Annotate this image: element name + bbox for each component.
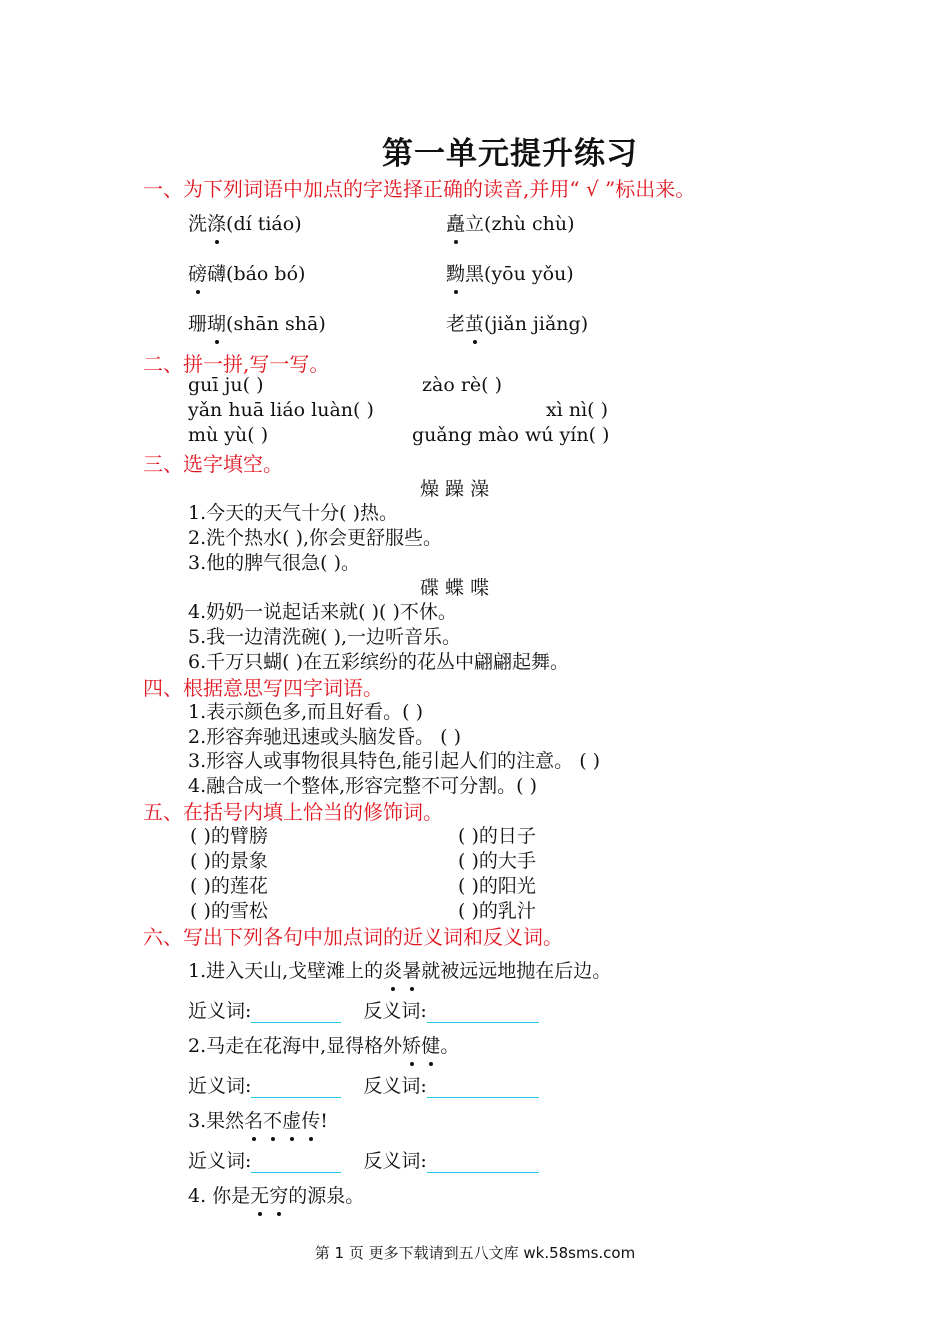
dotted-word [244,1110,320,1132]
pinyin-item: zào rè( ) [422,374,503,396]
dotted-char: 穷 [269,1181,288,1208]
synonym-antonym-row: 近义词: 反义词: [188,1071,539,1098]
page-footer: 第 1 页 更多下载请到五八文库 wk.58sms.com [314,1244,636,1262]
synonym-antonym-row: 近义词: 反义词: [188,1146,539,1173]
idiom-item: 2.形容奔驰迅速或头脑发昏。 ( ) [188,726,462,748]
modifier-item: ( )的乳汁 [458,900,536,922]
idiom-item: 1.表示颜色多,而且好看。( ) [188,701,424,723]
section-5-heading: 五、在括号内填上恰当的修饰词。 [143,800,443,824]
pinyin-item: mù yù( ) [188,424,269,446]
antonym-blank[interactable] [427,1152,539,1173]
dotted-char: 涤 [207,209,226,236]
q1-item: 老茧(jiǎn jiǎng) [446,309,588,336]
dotted-char: 暑 [402,956,421,983]
dotted-char: 不 [263,1106,282,1133]
dotted-char: 茧 [465,309,484,336]
sentence-1: 1.进入天山,戈壁滩上的炎暑就被远远地抛在后边。 [188,956,611,983]
section-3-heading: 三、选字填空。 [143,452,283,476]
section-6-heading: 六、写出下列各句中加点词的近义词和反义词。 [143,925,563,949]
fill-item: 1.今天的天气十分( )热。 [188,502,398,524]
pinyin-item: xì nì( ) [546,399,609,421]
pinyin-item: guī ju( ) [188,374,264,396]
synonym-antonym-row: 近义词: 反义词: [188,996,539,1023]
char-options: 燥 躁 澡 [420,478,490,500]
modifier-item: ( )的臂膀 [190,825,268,847]
modifier-item: ( )的雪松 [190,900,268,922]
synonym-blank[interactable] [251,1152,341,1173]
dotted-char: 名 [244,1106,263,1133]
modifier-item: ( )的大手 [458,850,536,872]
pinyin-item: yǎn huā liáo luàn( ) [188,399,374,421]
sentence-2: 2.马走在花海中,显得格外矫健。 [188,1031,459,1058]
char-options: 碟 蝶 喋 [420,577,490,599]
fill-item: 5.我一边清洗碗( ),一边听音乐。 [188,626,462,648]
fill-item: 4.奶奶一说起话来就( )( )不休。 [188,601,457,623]
modifier-item: ( )的景象 [190,850,268,872]
idiom-item: 4.融合成一个整体,形容完整不可分割。( ) [188,775,538,797]
sentence-4: 4. 你是无穷的源泉。 [188,1181,364,1208]
antonym-blank[interactable] [427,1002,539,1023]
pinyin-item: guǎng mào wú yín( ) [412,424,610,446]
antonym-blank[interactable] [427,1077,539,1098]
fill-item: 3.他的脾气很急( )。 [188,552,360,574]
q1-item: 黝黑(yōu yǒu) [446,259,574,286]
section-2-heading: 二、拼一拼,写一写。 [143,352,330,376]
modifier-item: ( )的阳光 [458,875,536,897]
dotted-char: 瑚 [207,309,226,336]
dotted-char: 黝 [446,259,465,286]
dotted-char: 磅 [188,259,207,286]
dotted-word [402,1035,440,1057]
dotted-char: 健 [421,1031,440,1058]
dotted-char: 炎 [383,956,402,983]
dotted-char: 虚 [282,1106,301,1133]
fill-item: 6.千万只蝴( )在五彩缤纷的花丛中翩翩起舞。 [188,651,569,673]
page-title: 第一单元提升练习 [382,136,638,172]
modifier-item: ( )的莲花 [190,875,268,897]
dotted-word [383,960,421,982]
section-4-heading: 四、根据意思写四字词语。 [143,676,383,700]
synonym-blank[interactable] [251,1077,341,1098]
q1-item: 磅礴(báo bó) [188,259,305,286]
fill-item: 2.洗个热水( ),你会更舒服些。 [188,527,443,549]
section-1-heading: 一、为下列词语中加点的字选择正确的读音,并用“ √ ”标出来。 [143,177,696,201]
modifier-item: ( )的日子 [458,825,536,847]
dotted-char: 矫 [402,1031,421,1058]
idiom-item: 3.形容人或事物很具特色,能引起人们的注意。 ( ) [188,750,601,772]
q1-item: 洗涤(dí tiáo) [188,209,302,236]
dotted-char: 矗 [446,209,465,236]
dotted-char: 无 [250,1181,269,1208]
sentence-3: 3.果然名不虚传! [188,1106,328,1133]
q1-item: 珊瑚(shān shā) [188,309,326,336]
dotted-word [250,1185,288,1207]
synonym-blank[interactable] [251,1002,341,1023]
dotted-char: 传 [301,1106,320,1133]
q1-item: 矗立(zhù chù) [446,209,575,236]
